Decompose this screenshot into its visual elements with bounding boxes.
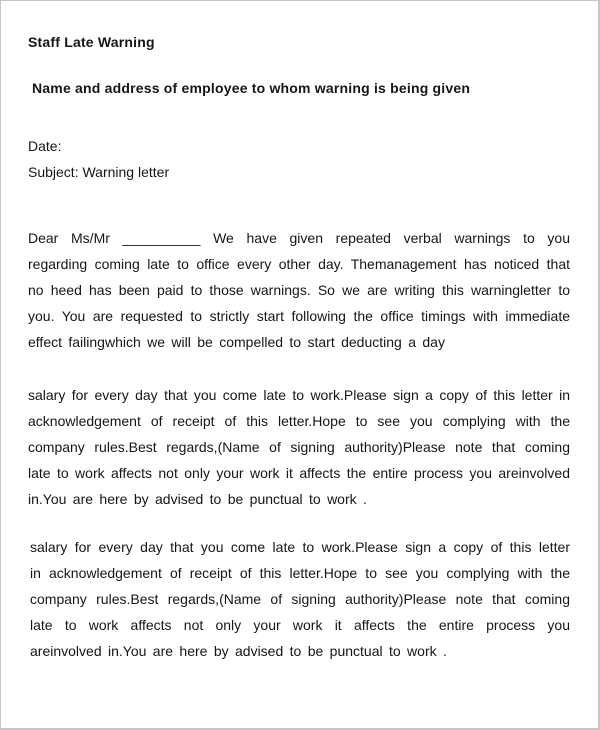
meta-block	[28, 133, 570, 185]
subject-line: Subject: Warning letter	[28, 164, 170, 180]
body-paragraph-3: salary for every day that you come late to work.Please sign a copy of this letter in acknowledgement of receipt of this letter.Hope to see you complying with the company rules.Best regards,(Name of signing authority)Please note that coming late to work affects not only your work it affects the entire process you areinvolved in.You are here by advised to be punctual to work .	[30, 539, 570, 659]
body-paragraph-1: Dear Ms/Mr __________ We have given repeated verbal warnings to you regarding coming late to office every other day. Themanagement has noticed that no heed has been paid to those warnings. So we are writing this warningletter to you. You are requested to strictly start following the office timings with immediate effect failingwhich we will be compelled to start deducting a day	[28, 230, 570, 350]
document-title: Staff Late Warning	[28, 34, 155, 50]
recipient-heading: Name and address of employee to whom warning is being given	[32, 80, 471, 96]
body-paragraph-2: salary for every day that you come late to work.Please sign a copy of this letter in acknowledgement of receipt of this letter.Hope to see you complying with the company rules.Best regards,(Name of signing authority)Please note that coming late to work affects not only your work it affects the entire process you areinvolved in.You are here by advised to be punctual to work .	[28, 387, 570, 507]
date-line: Date:	[28, 138, 62, 154]
